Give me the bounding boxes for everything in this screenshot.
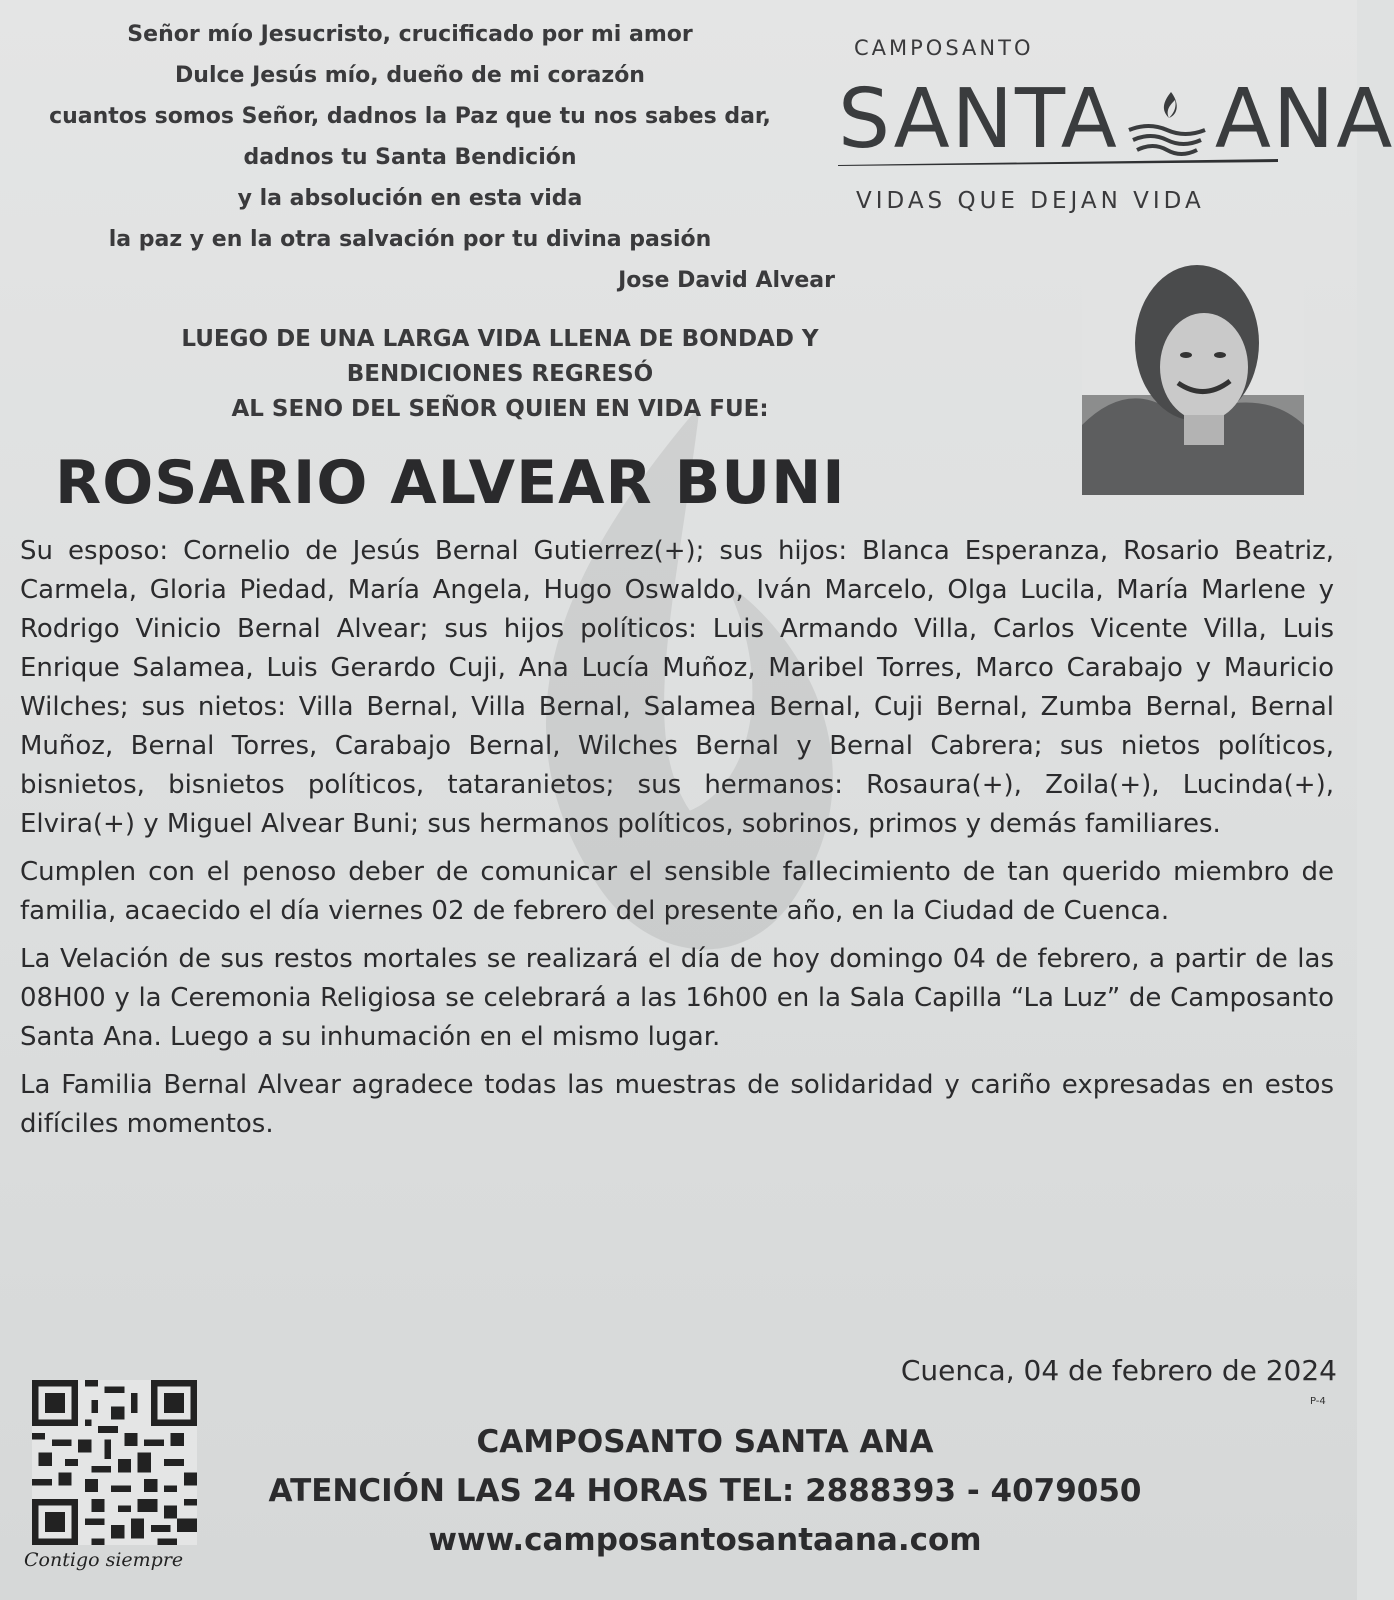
intro-line: AL SENO DEL SEÑOR QUIEN EN VIDA FUE:	[231, 396, 769, 422]
prayer-line: y la absolución en esta vida	[237, 186, 583, 211]
date-line: Cuenca, 04 de febrero de 2024	[900, 1354, 1337, 1387]
qr-code	[32, 1380, 197, 1545]
family-paragraph: Su esposo: Cornelio de Jesús Bernal Gutierrez(+); sus hijos: Blanca Esperanza, Rosario Beatriz, Carmela, Gloria Piedad, María Angela, Hugo Oswaldo, Iván Marcelo, Olga Lucila, María Marlene y Rodrigo Vinicio Bernal Alvear; sus hijos políticos: Luis Armando Villa, Carlos Vicente Villa, Luis Enrique Salamea, Luis Gerardo Cuji, Ana Lucía Muñoz, Maribel Torres, Marco Carabajo y Mauricio Wilches; sus nietos: Villa Bernal, Villa Bernal, Salamea Bernal, Cuji Bernal, Zumba Bernal, Bernal Muñoz, Bernal Torres, Carabajo Bernal, Wilches Bernal y Bernal Cabrera; sus nietos políticos, bisnietos, bisnietos políticos, tataranietos; sus hermanos: Rosaura(+), Zoila(+), Lucinda(+), Elvira(+) y Miguel Alvear Buni; sus hermanos políticos, sobrinos, primos y demás familiares.	[20, 536, 1334, 839]
logo-name-left: SANTA	[838, 72, 1119, 167]
logo-divider	[838, 158, 1278, 166]
prayer-block	[20, 14, 835, 301]
logo-tagline: VIDAS QUE DEJAN VIDA	[856, 188, 1205, 214]
announcement-paragraph: Cumplen con el penoso deber de comunicar el sensible fallecimiento de tan querido miembro de familia, acaecido el día viernes 02 de febrero del presente año, en la Ciudad de Cuenca.	[20, 857, 1334, 926]
logo-top-word: CAMPOSANTO	[854, 36, 1034, 60]
prayer-line: Señor mío Jesucristo, crucificado por mi amor	[127, 22, 693, 47]
prayer-line: la paz y en la otra salvación por tu divina pasión	[108, 227, 712, 252]
thanks-paragraph: La Familia Bernal Alvear agradece todas las muestras de solidaridad y cariño expresadas en estos difíciles momentos.	[20, 1070, 1334, 1139]
deceased-name: ROSARIO ALVEAR BUNI	[55, 448, 846, 518]
ceremony-paragraph: La Velación de sus restos mortales se realizará el día de hoy domingo 04 de febrero, a partir de las 08H00 y la Ceremonia Religiosa se celebrará a las 16h00 en la Sala Capilla “La Luz” de Camposanto Santa Ana. Luego a su inhumación en el mismo lugar.	[20, 944, 1334, 1052]
intro-line: LUEGO DE UNA LARGA VIDA LLENA DE BONDAD Y	[181, 326, 819, 352]
footer-website: www.camposantosantaana.com	[428, 1522, 982, 1558]
qr-caption: Contigo siempre	[24, 1549, 184, 1571]
prayer-line: cuantos somos Señor, dadnos la Paz que tu nos sabes dar,	[49, 104, 771, 129]
prayer-line: dadnos tu Santa Bendición	[243, 145, 577, 170]
footer-block	[230, 1418, 1180, 1565]
prayer-line: Dulce Jesús mío, dueño de mi corazón	[175, 63, 645, 88]
footer-company-name: CAMPOSANTO SANTA ANA	[476, 1424, 934, 1460]
flame-icon	[1119, 90, 1215, 160]
footer-phone-line: ATENCIÓN LAS 24 HORAS TEL: 2888393 - 4079050	[268, 1473, 1142, 1509]
portrait-photo	[1082, 255, 1304, 495]
page-code: P-4	[1310, 1396, 1326, 1407]
intro-block	[100, 322, 900, 427]
logo-name-right: ANA	[1214, 72, 1394, 167]
prayer-author: Jose David Alvear	[618, 268, 835, 293]
logo-name	[838, 70, 1394, 170]
intro-line: BENDICIONES REGRESÓ	[346, 361, 654, 387]
camposanto-logo	[838, 30, 1394, 240]
obituary-body	[20, 532, 1334, 1153]
